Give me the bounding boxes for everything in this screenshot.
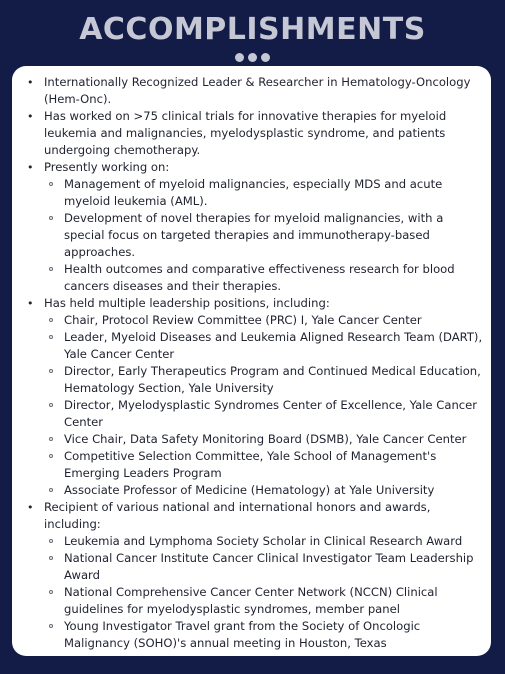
sub-list-item-text: Vice Chair, Data Safety Monitoring Board (DSMB), Yale Cancer Center — [64, 432, 467, 446]
sub-list-item-text: Young Investigator Travel grant from the Society of Oncologic Malignancy (SOHO)'s annual meeting in Houston, Texas — [64, 619, 421, 650]
sub-list-item — [44, 329, 483, 363]
sub-list-item — [44, 176, 483, 210]
list-item-text: Has worked on >75 clinical trials for innovative therapies for myeloid leukemia and malignancies, myelodysplastic syndrome, and patients undergoing chemotherapy. — [44, 109, 447, 157]
sub-list-item-text: Director, Myelodysplastic Syndromes Center of Excellence, Yale Cancer Center — [64, 398, 478, 429]
circle-bullet-icon — [49, 403, 53, 407]
sub-list-item-text: Development of novel therapies for myeloid malignancies, with a special focus on targeted therapies and immunotherapy-based approaches. — [64, 211, 444, 259]
sub-list-item-text: Health outcomes and comparative effectiveness research for blood cancers diseases and their therapies. — [64, 262, 455, 293]
sub-list-item — [44, 618, 483, 652]
sub-list-item — [44, 312, 483, 329]
sub-list-item-text: National Comprehensive Cancer Center Network (NCCN) Clinical guidelines for myelodysplastic syndromes, member panel — [64, 585, 438, 616]
list-item — [24, 108, 483, 159]
sub-list-item — [44, 448, 483, 482]
circle-bullet-icon — [49, 590, 53, 594]
sub-list-item — [44, 482, 483, 499]
list-item — [24, 159, 483, 295]
dot-icon — [261, 53, 270, 62]
bullet-icon: • — [27, 76, 34, 89]
sub-list-item — [44, 431, 483, 448]
sub-list-item — [44, 397, 483, 431]
circle-bullet-icon — [49, 318, 53, 322]
sub-list-item — [44, 550, 483, 584]
circle-bullet-icon — [49, 437, 53, 441]
sub-list-item-text: National Cancer Institute Cancer Clinical Investigator Team Leadership Award — [64, 551, 474, 582]
circle-bullet-icon — [49, 488, 53, 492]
list-item-text: Presently working on: — [44, 160, 170, 174]
list-item-text: Internationally Recognized Leader & Researcher in Hematology-Oncology (Hem-Onc). — [44, 75, 471, 106]
sub-list — [44, 533, 483, 652]
dot-icon — [248, 53, 257, 62]
bullet-icon: • — [27, 501, 34, 514]
sub-list-item-text: Competitive Selection Committee, Yale School of Management's Emerging Leaders Program — [64, 449, 437, 480]
circle-bullet-icon — [49, 556, 53, 560]
sub-list-item-text: Associate Professor of Medicine (Hematology) at Yale University — [64, 483, 435, 497]
list-item — [24, 74, 483, 108]
list-item-text: Has held multiple leadership positions, including: — [44, 296, 330, 310]
bullet-icon: • — [27, 161, 34, 174]
sub-list — [44, 312, 483, 499]
list-item — [24, 295, 483, 499]
page-title: ACCOMPLISHMENTS — [79, 12, 426, 47]
sub-list-item — [44, 261, 483, 295]
circle-bullet-icon — [49, 369, 53, 373]
sub-list-item-text: Chair, Protocol Review Committee (PRC) I, Yale Cancer Center — [64, 313, 422, 327]
circle-bullet-icon — [49, 539, 53, 543]
accomplishments-list — [24, 74, 483, 652]
bullet-icon: • — [27, 297, 34, 310]
accomplishments-card — [12, 66, 491, 656]
list-item — [24, 499, 483, 652]
sub-list-item-text: Management of myeloid malignancies, especially MDS and acute myeloid leukemia (AML). — [64, 177, 443, 208]
sub-list-item — [44, 210, 483, 261]
sub-list-item-text: Leader, Myeloid Diseases and Leukemia Aligned Research Team (DART), Yale Cancer Center — [64, 330, 483, 361]
sub-list-item — [44, 584, 483, 618]
sub-list-item-text: Director, Early Therapeutics Program and Continued Medical Education, Hematology Section, Yale University — [64, 364, 481, 395]
circle-bullet-icon — [49, 267, 53, 271]
circle-bullet-icon — [49, 335, 53, 339]
circle-bullet-icon — [49, 182, 53, 186]
dots-ornament — [0, 53, 505, 62]
circle-bullet-icon — [49, 624, 53, 628]
sub-list — [44, 176, 483, 295]
sub-list-item — [44, 533, 483, 550]
sub-list-item-text: Leukemia and Lymphoma Society Scholar in Clinical Research Award — [64, 534, 463, 548]
circle-bullet-icon — [49, 216, 53, 220]
circle-bullet-icon — [49, 454, 53, 458]
bullet-icon: • — [27, 110, 34, 123]
sub-list-item — [44, 363, 483, 397]
list-item-text: Recipient of various national and international honors and awards, including: — [44, 500, 431, 531]
dot-icon — [235, 53, 244, 62]
